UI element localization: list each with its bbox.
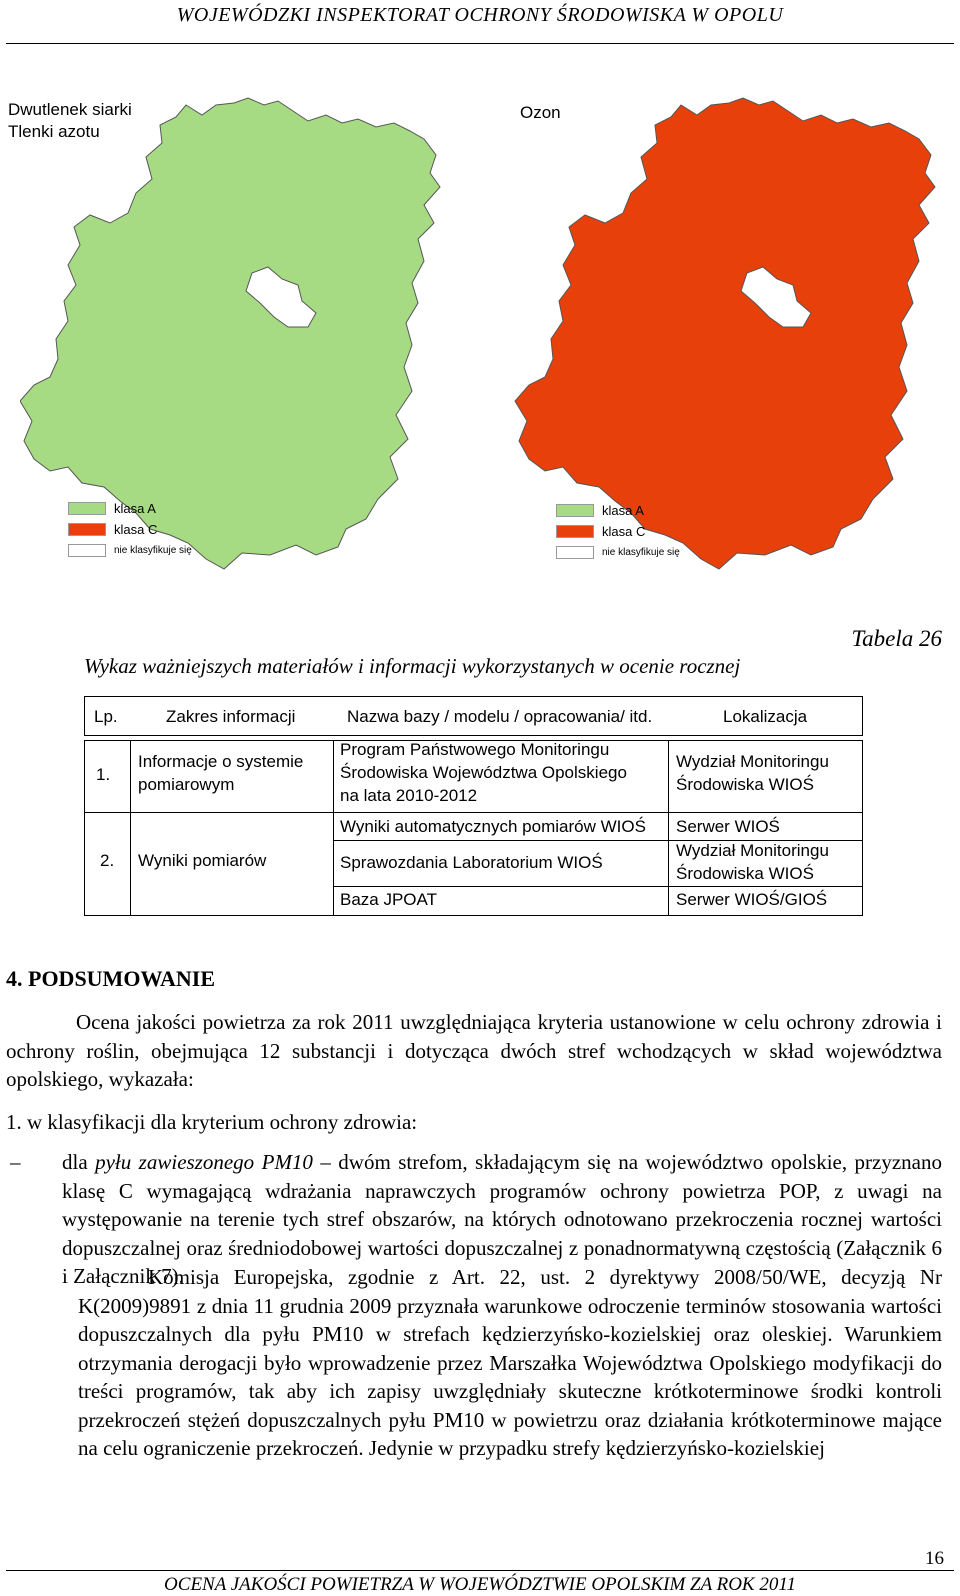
table-divider: [668, 740, 669, 916]
right-map-label: Ozon: [520, 103, 561, 122]
legend-label: nie klasyfikuje się: [602, 546, 680, 558]
right-region-map: [510, 95, 950, 570]
legend-item: [68, 540, 192, 561]
legend-label: klasa C: [602, 523, 646, 539]
legend-item: [556, 542, 680, 563]
table-cell-lp: 2.: [100, 851, 115, 870]
right-map-legend: [556, 500, 680, 563]
legend-swatch-class-c: [556, 525, 594, 538]
legend-item: [556, 500, 680, 521]
table-cell-name-line: Program Państwowego Monitoringu: [340, 740, 610, 759]
intro-paragraph: [6, 1008, 942, 1094]
commission-text: Komisja Europejska, zgodnie z Art. 22, ust. 2 dyrektywy 2008/50/WE, decyzją Nr K(2009)9891 z dnia 11 grudnia 2009 przyznała warunkowe odroczenie terminów stosowania wartości dopuszczalnych dla pyłu PM10 w strefach kędzierzyńsko-kozielskiej oraz oleskiej. Warunkiem otrzymania derogacji było wprowadzenie przez Marszałka Województwa Opolskiego modyfikacji do treści programów, tak aby ich zapisy uwzględniały skuteczne krótkoterminowe środki kontroli przekroczeń stężeń dopuszczalnych pyłu PM10 w powietrzu oraz działania krótkoterminowe mające na celu ograniczenie przekroczeń. Jedynie w przypadku strefy kędzierzyńsko-kozielskiej: [78, 1265, 942, 1460]
section-heading: 4. PODSUMOWANIE: [6, 966, 216, 991]
bullet-dash: –: [10, 1150, 21, 1174]
table-cell-name: Wyniki automatycznych pomiarów WIOŚ: [340, 817, 646, 836]
list-item: 1. w klasyfikacji dla kryterium ochrony zdrowia:: [6, 1110, 418, 1134]
table-cell-scope: [138, 750, 303, 796]
table-cell-location: Serwer WIOŚ: [676, 817, 780, 836]
left-map-legend: [68, 498, 192, 561]
table-row-separator: [84, 812, 863, 813]
legend-item: [68, 519, 192, 540]
table-cell-location-line: Środowiska WIOŚ: [676, 864, 814, 883]
footer-rule: [6, 1570, 954, 1571]
table-divider: [333, 740, 334, 916]
table-cell-scope: Wyniki pomiarów: [138, 851, 267, 870]
table-row-separator: [333, 886, 863, 887]
legend-swatch-class-a: [68, 502, 106, 515]
legend-swatch-class-a: [556, 504, 594, 517]
bullet-emphasis: pyłu zawieszonego PM10: [95, 1150, 313, 1174]
table-divider: [130, 740, 131, 916]
table-cell-name: [340, 738, 627, 807]
table-cell-location-line: Środowiska WIOŚ: [676, 775, 814, 794]
table-cell-scope-line: pomiarowym: [138, 775, 235, 794]
table-header-name: Nazwa bazy / modelu / opracowania/ itd.: [347, 707, 653, 726]
legend-label: klasa C: [114, 521, 158, 537]
intro-text: Ocena jakości powietrza za rok 2011 uwzględniająca kryteria ustanowione w celu ochrony zdrowia i ochrony roślin, obejmująca 12 substancji i dotycząca dwóch stref wchodzących w skład województwa opolskiego, wykazała:: [6, 1010, 942, 1091]
legend-item: [68, 498, 192, 519]
left-map-label-line-1: Dwutlenek siarki: [8, 100, 132, 119]
left-map-label-line-2: Tlenki azotu: [8, 122, 100, 141]
table-cell-name-line: Środowiska Województwa Opolskiego: [340, 763, 627, 782]
table-number: Tabela 26: [851, 626, 942, 651]
table-cell-location: [676, 839, 829, 885]
table-title: Wykaz ważniejszych materiałów i informacji wykorzystanych w ocenie rocznej: [84, 654, 741, 678]
table-cell-lp: 1.: [96, 765, 111, 784]
bullet-text: dla: [62, 1150, 96, 1174]
table-cell-name: Baza JPOAT: [340, 890, 437, 909]
table-header-lp: Lp.: [94, 707, 118, 726]
legend-label: nie klasyfikuje się: [114, 544, 192, 556]
table-cell-location: Serwer WIOŚ/GIOŚ: [676, 890, 828, 909]
table-cell-name-line: na lata 2010-2012: [340, 786, 478, 805]
table-cell-location-line: Wydział Monitoringu: [676, 841, 829, 860]
legend-label: klasa A: [602, 502, 644, 518]
legend-label: klasa A: [114, 500, 156, 516]
running-footer: OCENA JAKOŚCI POWIETRZA W WOJEWÓDZTWIE OPOLSKIM ZA ROK 2011: [164, 1574, 796, 1595]
table-cell-name: Sprawozdania Laboratorium WIOŚ: [340, 853, 603, 872]
legend-swatch-unclassified: [556, 546, 594, 559]
table-header-location: Lokalizacja: [723, 707, 808, 726]
table-cell-scope-line: Informacje o systemie: [138, 752, 304, 771]
table-cell-location-line: Wydział Monitoringu: [676, 752, 829, 771]
legend-item: [556, 521, 680, 542]
legend-swatch-unclassified: [68, 544, 106, 557]
bullet-text: – dwóm strefom, składającym się na województwo opolskie, przyznano klasę C wymagającą wdrażania naprawczych programów ochrony powietrza POP, z uwagi na występowanie na terenie tych stref obszarów, na których odnotowano przekroczenia rocznej wartości dopuszczalnej oraz średniodobowej wartości dopuszczalnej z ponadnormatywną częstością (Załącznik 6 i Załącznik 7).: [62, 1150, 942, 1288]
running-header: WOJEWÓDZKI INSPEKTORAT OCHRONY ŚRODOWISKA W OPOLU: [176, 4, 784, 26]
commission-paragraph: [78, 1263, 942, 1463]
header-rule: [6, 43, 954, 44]
table-cell-location: [676, 750, 829, 796]
page-number: 16: [925, 1548, 944, 1569]
table-header-scope: Zakres informacji: [166, 707, 296, 726]
legend-swatch-class-c: [68, 523, 106, 536]
